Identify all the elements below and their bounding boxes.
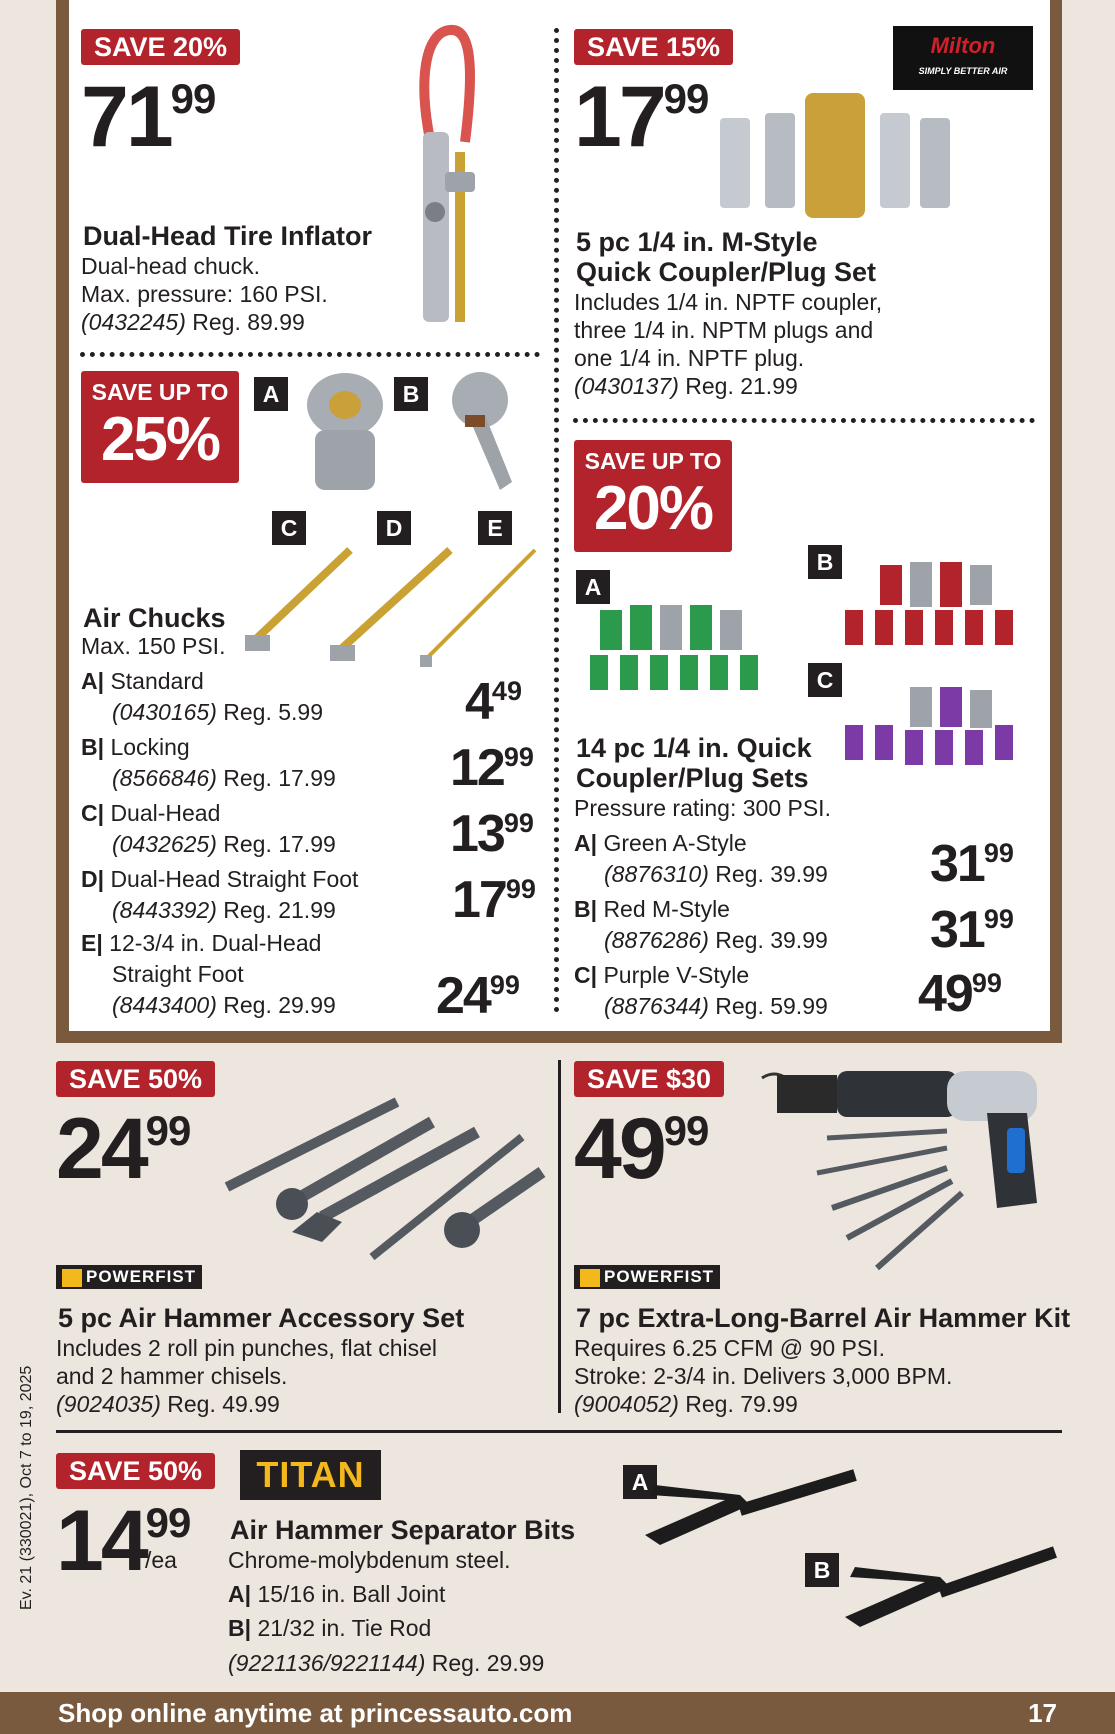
chuck-item-e-sku	[112, 990, 336, 1020]
reg-price: Reg. 39.99	[715, 861, 828, 887]
save-up-to-label: SAVE UP TO	[584, 448, 722, 474]
plug-item-b-price	[930, 901, 1014, 959]
green-plug-set-image	[580, 600, 780, 700]
chuck-item-e-price	[436, 967, 520, 1025]
product-sku-reg	[81, 308, 305, 336]
price	[574, 69, 709, 165]
plug-item-c-name	[574, 960, 749, 990]
divider-vertical-top	[554, 28, 559, 1013]
powerfist-logo	[56, 1265, 202, 1289]
plug-item-c-sku	[604, 991, 828, 1021]
item-letter: C|	[81, 800, 105, 826]
reg-price: Reg. 21.99	[223, 897, 336, 923]
sku: (0430165)	[112, 699, 217, 725]
price-cents: 99	[505, 874, 536, 904]
price-dollars: 24	[436, 967, 490, 1025]
product-title: Air Chucks	[83, 603, 226, 633]
divider-horizontal-bottom	[56, 1430, 1062, 1433]
page-number: 17	[1028, 1698, 1057, 1728]
chuck-item-b-sku	[112, 763, 336, 793]
product-title: Air Hammer Separator Bits	[230, 1515, 576, 1545]
product-title-1: 14 pc 1/4 in. Quick	[576, 733, 812, 763]
product-subtitle: Max. 150 PSI.	[81, 633, 226, 659]
plug-item-c-price	[918, 965, 1002, 1023]
reg-price: Reg. 79.99	[685, 1391, 798, 1417]
item-letter: D|	[81, 866, 105, 892]
reg-price: Reg. 39.99	[715, 927, 828, 953]
product-desc-1: Chrome-molybdenum steel.	[228, 1547, 511, 1573]
separator-item-b	[228, 1613, 431, 1643]
sku: (8876286)	[604, 927, 709, 953]
label-c: C	[272, 511, 306, 545]
product-title-2: Coupler/Plug Sets	[576, 763, 809, 793]
item-letter: A|	[228, 1581, 252, 1607]
price-dollars: 12	[450, 739, 504, 797]
chuck-item-c-sku	[112, 829, 336, 859]
product-desc-3: one 1/4 in. NPTF plug.	[574, 345, 805, 371]
price-cents: 99	[503, 808, 534, 838]
save-up-to-percent: 25%	[100, 405, 220, 474]
sku: (8443392)	[112, 897, 217, 923]
label-a: A	[254, 377, 288, 411]
brand-name: POWERFIST	[604, 1267, 715, 1286]
price	[81, 69, 216, 165]
product-desc-1: Dual-head chuck.	[81, 253, 260, 279]
sku: (8443400)	[112, 992, 217, 1018]
product-title: 5 pc Air Hammer Accessory Set	[58, 1303, 465, 1333]
price-cents: 99	[503, 742, 534, 772]
product-title: Dual-Head Tire Inflator	[83, 221, 373, 251]
price-dollars: 17	[574, 69, 664, 165]
price-dollars: 49	[574, 1101, 664, 1197]
price-cents: 99	[663, 1107, 709, 1154]
chuck-item-c-name	[81, 798, 220, 828]
item-name: Green A-Style	[603, 830, 747, 856]
reg-price: Reg. 17.99	[223, 765, 336, 791]
chuck-item-c-price	[450, 805, 534, 863]
save-badge: SAVE 15%	[574, 29, 733, 65]
label-b: B	[394, 377, 428, 411]
chuck-item-b-name	[81, 732, 190, 762]
item-letter: B|	[228, 1615, 252, 1641]
item-name: Dual-Head	[110, 800, 221, 826]
separator-bit-a-image	[640, 1460, 860, 1560]
product-desc-1: Includes 2 roll pin punches, flat chisel	[56, 1335, 437, 1361]
price-cents: 99	[983, 838, 1014, 868]
price-cents: 99	[145, 1499, 191, 1546]
price-unit: /ea	[145, 1547, 177, 1573]
price-cents: 99	[145, 1107, 191, 1154]
product-desc-2: and 2 hammer chisels.	[56, 1363, 288, 1389]
chuck-item-d-name	[81, 864, 358, 894]
reg-price: Reg. 29.99	[431, 1650, 545, 1676]
chuck-item-a-name	[81, 666, 204, 696]
red-plug-set-image	[840, 560, 1030, 655]
product-desc-2: Max. pressure: 160 PSI.	[81, 281, 328, 307]
item-name: 21/32 in. Tie Rod	[257, 1615, 432, 1641]
label-b: B	[808, 545, 842, 579]
save-up-to-badge	[81, 371, 239, 483]
save-badge: SAVE 20%	[81, 29, 240, 65]
price-dollars: 49	[918, 965, 972, 1023]
powerfist-fist-icon	[62, 1269, 82, 1287]
chuck-item-a-sku	[112, 697, 323, 727]
divider-horizontal-left	[80, 352, 540, 357]
reg-price: Reg. 17.99	[223, 831, 336, 857]
label-d: D	[377, 511, 411, 545]
powerfist-fist-icon	[580, 1269, 600, 1287]
item-name: Purple V-Style	[603, 962, 750, 988]
item-name: Standard	[110, 668, 204, 694]
titan-logo: TITAN	[240, 1450, 381, 1500]
air-hammer-kit-image	[757, 1063, 1057, 1278]
item-letter: A|	[81, 668, 105, 694]
plug-item-a-sku	[604, 859, 828, 889]
sku: (0430137)	[574, 373, 679, 399]
plug-item-b-sku	[604, 925, 828, 955]
item-name: 15/16 in. Ball Joint	[257, 1581, 446, 1607]
reg-price: Reg. 29.99	[223, 992, 336, 1018]
product-subtitle: Pressure rating: 300 PSI.	[574, 795, 831, 821]
divider-horizontal-right	[573, 418, 1035, 423]
separator-bit-b-image	[840, 1542, 1060, 1642]
price-dollars: 71	[81, 69, 171, 165]
price-dollars: 31	[930, 835, 984, 893]
air-chuck-tips-image	[240, 540, 540, 670]
reg-price: Reg. 59.99	[715, 993, 828, 1019]
price-dollars: 17	[452, 871, 506, 929]
separator-item-a	[228, 1579, 445, 1609]
price-cents: 49	[491, 676, 522, 706]
reg-price: Reg. 49.99	[167, 1391, 280, 1417]
sku: (9221136/9221144)	[228, 1650, 426, 1676]
milton-logo-text: Milton	[930, 33, 996, 58]
product-sku-reg	[574, 372, 798, 400]
item-letter: C|	[574, 962, 598, 988]
product-title-1: 5 pc 1/4 in. M-Style	[576, 227, 818, 257]
product-sku-reg	[228, 1649, 544, 1677]
product-title-2: Quick Coupler/Plug Set	[576, 257, 877, 287]
sku: (9024035)	[56, 1391, 161, 1417]
label-c: C	[808, 663, 842, 697]
save-up-to-label: SAVE UP TO	[91, 379, 229, 405]
product-desc-2: Stroke: 2-3/4 in. Delivers 3,000 BPM.	[574, 1363, 953, 1389]
item-letter: B|	[574, 896, 598, 922]
plug-item-a-price	[930, 835, 1014, 893]
sku: (0432245)	[81, 309, 186, 335]
price-cents: 99	[663, 75, 709, 122]
chuck-item-a-price	[465, 673, 522, 731]
product-sku-reg	[574, 1390, 798, 1418]
footer-bar	[0, 1692, 1115, 1734]
chuck-item-e-name-2: Straight Foot	[112, 961, 244, 987]
product-desc-1: Requires 6.25 CFM @ 90 PSI.	[574, 1335, 885, 1361]
plug-item-b-name	[574, 894, 730, 924]
product-desc-1: Includes 1/4 in. NPTF coupler,	[574, 289, 883, 315]
hammer-accessory-set-image	[222, 1092, 552, 1262]
powerfist-logo	[574, 1265, 720, 1289]
chuck-item-e-name	[81, 928, 321, 958]
price-dollars: 24	[56, 1101, 146, 1197]
label-a: A	[623, 1465, 657, 1499]
air-chuck-a-image	[300, 370, 390, 495]
save-up-to-percent: 20%	[593, 474, 713, 543]
product-title: 7 pc Extra-Long-Barrel Air Hammer Kit	[576, 1303, 1071, 1333]
sku: (9004052)	[574, 1391, 679, 1417]
price-cents: 99	[170, 75, 216, 122]
reg-price: Reg. 5.99	[223, 699, 323, 725]
label-e: E	[478, 511, 512, 545]
reg-price: Reg. 21.99	[685, 373, 798, 399]
chuck-item-b-price	[450, 739, 534, 797]
product-desc-2: three 1/4 in. NPTM plugs and	[574, 317, 874, 343]
coupler-plug-image	[710, 88, 960, 228]
price	[574, 1101, 709, 1197]
sku: (8876344)	[604, 993, 709, 1019]
item-letter: B|	[81, 734, 105, 760]
chuck-item-d-price	[452, 871, 536, 929]
purple-plug-set-image	[840, 685, 1030, 775]
item-name: 12-3/4 in. Dual-Head	[109, 930, 322, 956]
price	[56, 1101, 191, 1197]
plug-item-a-name	[574, 828, 747, 858]
save-badge: SAVE 50%	[56, 1453, 215, 1489]
price-dollars: 31	[930, 901, 984, 959]
reg-price: Reg. 89.99	[192, 309, 305, 335]
sku: (8566846)	[112, 765, 217, 791]
sku: (0432625)	[112, 831, 217, 857]
product-sku-reg	[56, 1390, 280, 1418]
price-cents: 99	[983, 904, 1014, 934]
divider-vertical-bottom	[558, 1060, 561, 1413]
price-dollars: 4	[465, 673, 492, 731]
item-letter: A|	[574, 830, 598, 856]
price-cents: 99	[971, 968, 1002, 998]
brand-name: POWERFIST	[86, 1267, 197, 1286]
item-name: Locking	[110, 734, 190, 760]
footer-link-text[interactable]: Shop online anytime at princessauto.com	[58, 1698, 573, 1728]
air-chuck-b-image	[440, 370, 520, 495]
item-name: Dual-Head Straight Foot	[110, 866, 359, 892]
edition-note: Ev. 21 (330021), Oct 7 to 19, 2025	[18, 1365, 35, 1610]
price-cents: 99	[489, 970, 520, 1000]
tire-inflator-image	[405, 22, 515, 332]
item-letter: E|	[81, 930, 103, 956]
milton-logo	[893, 26, 1033, 90]
price-dollars: 13	[450, 805, 504, 863]
price-dollars: 14	[56, 1493, 146, 1589]
save-badge: SAVE 50%	[56, 1061, 215, 1097]
item-name: Red M-Style	[603, 896, 730, 922]
sku: (8876310)	[604, 861, 709, 887]
save-badge: SAVE $30	[574, 1061, 724, 1097]
milton-tagline: SIMPLY BETTER AIR	[918, 66, 1008, 76]
chuck-item-d-sku	[112, 895, 336, 925]
label-a: A	[576, 570, 610, 604]
label-b: B	[805, 1553, 839, 1587]
save-up-to-badge	[574, 440, 732, 552]
